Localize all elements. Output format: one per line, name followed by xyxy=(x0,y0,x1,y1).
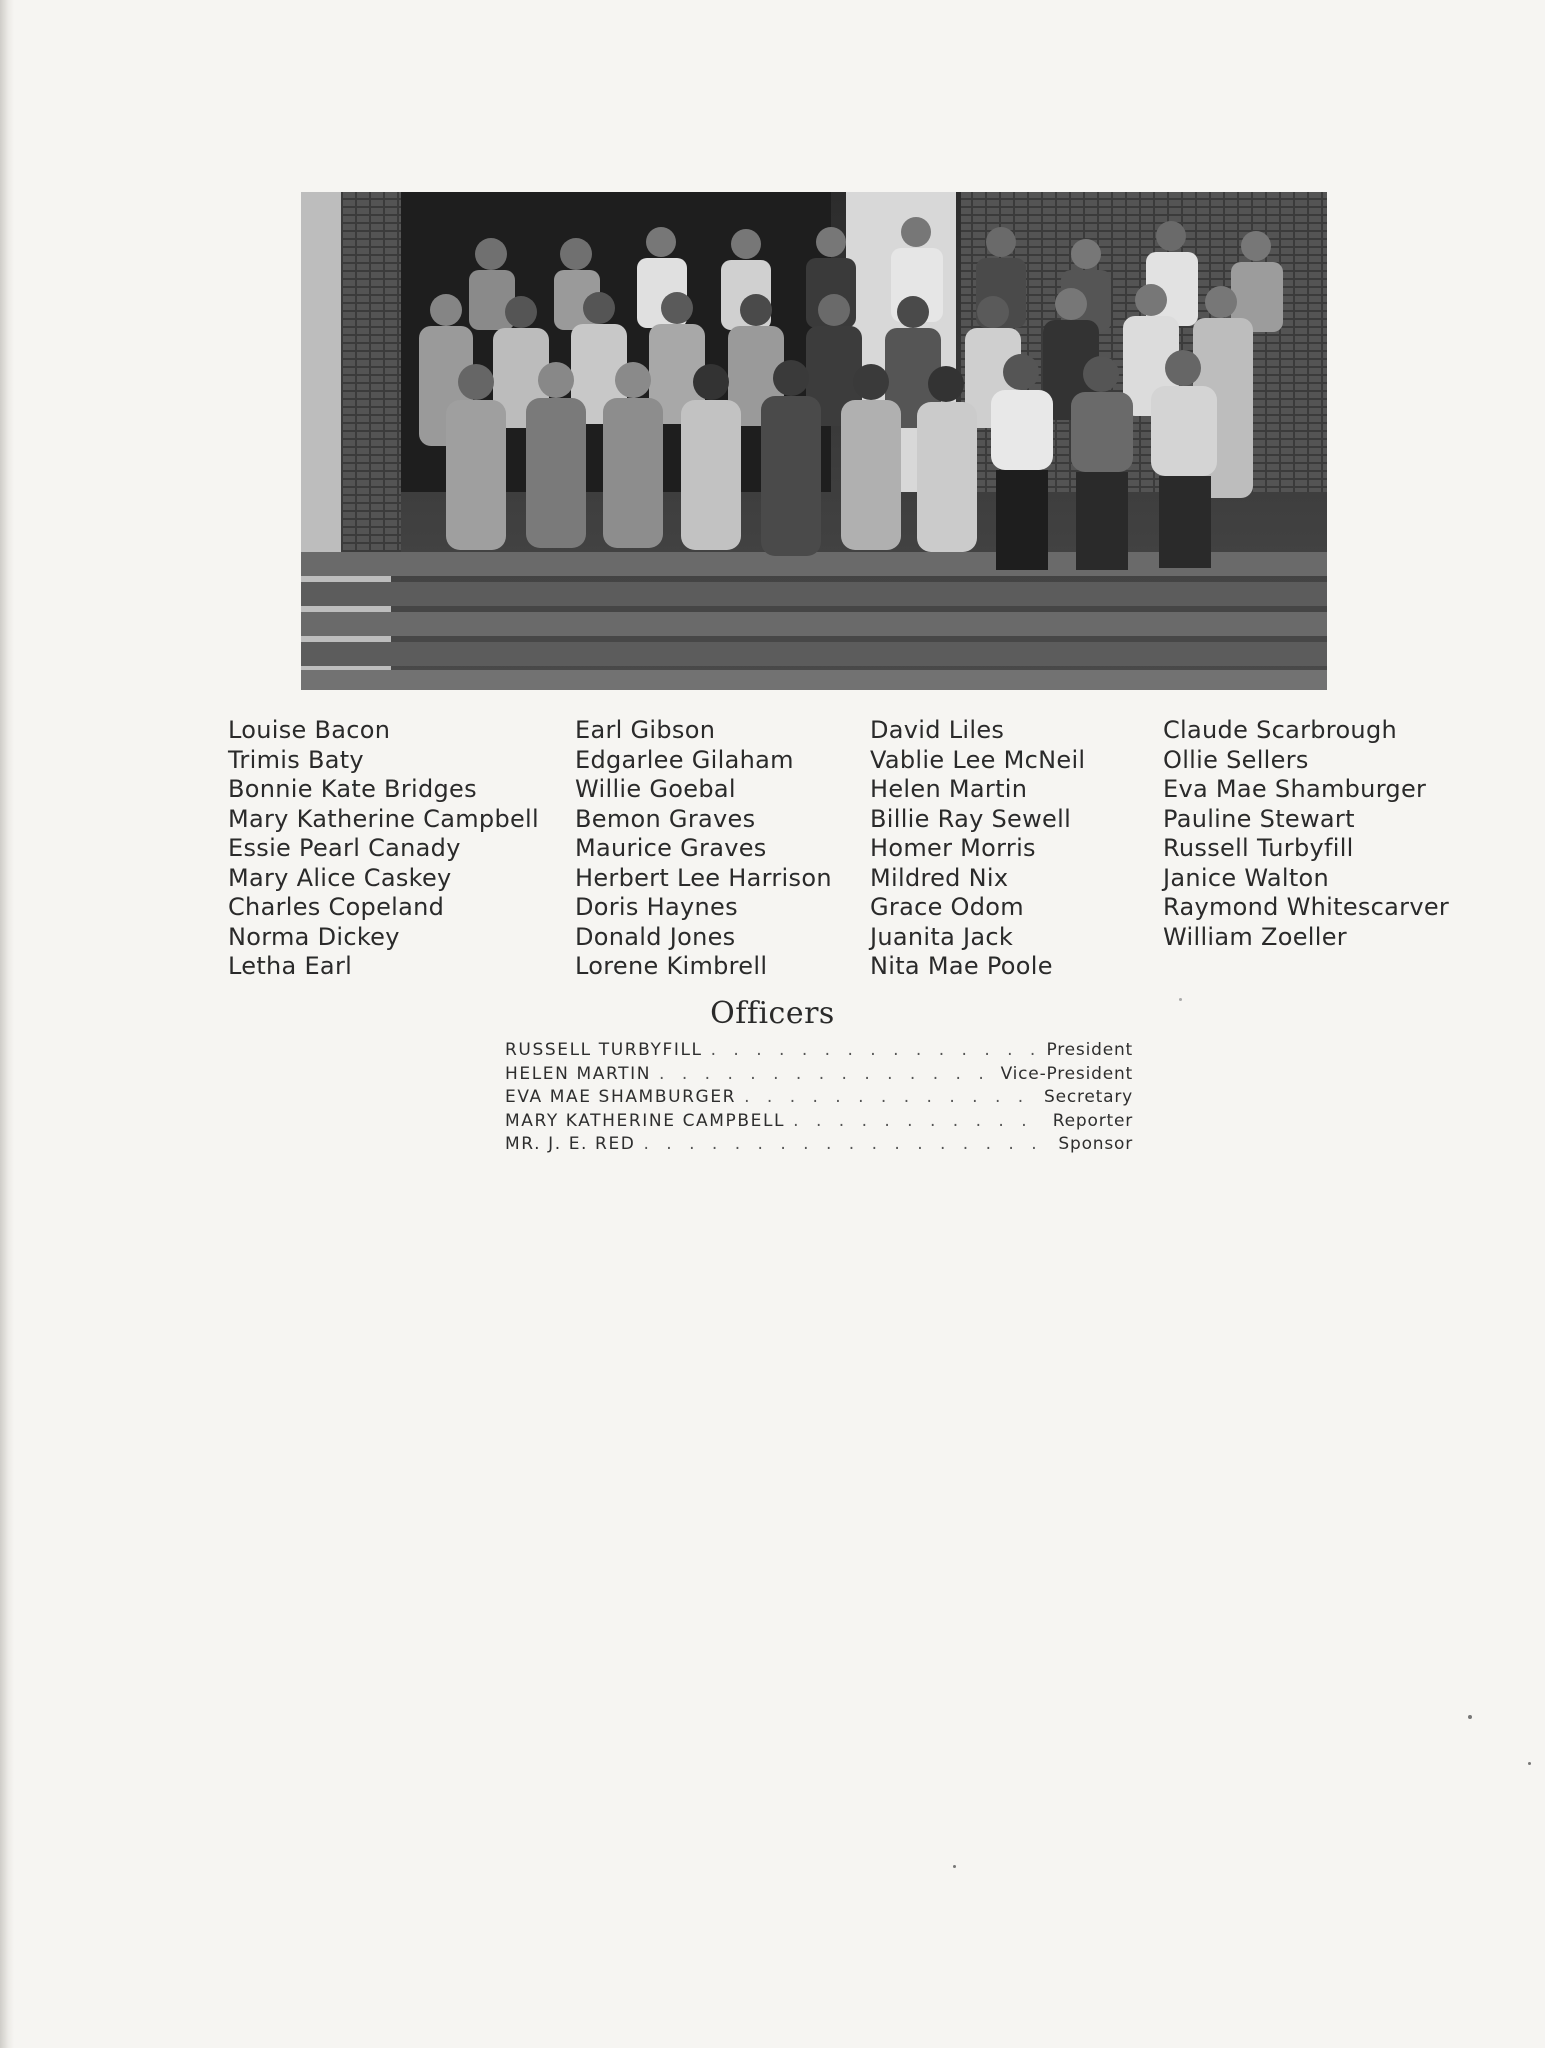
leader-dots xyxy=(644,1134,1051,1154)
leader-dots xyxy=(711,1040,1039,1060)
student-name: Nita Mae Poole xyxy=(870,952,1053,980)
student-name: Eva Mae Shamburger xyxy=(1163,775,1427,803)
student-name: Earl Gibson xyxy=(575,716,716,744)
student-name: Edgarlee Gilaham xyxy=(575,745,794,774)
officer-row xyxy=(505,1087,1133,1111)
leader-dots xyxy=(793,1111,1045,1131)
officers-heading-text: Officers xyxy=(710,996,835,1031)
student-name: Janice Walton xyxy=(1163,863,1330,892)
student-name: Willie Goebal xyxy=(575,775,736,803)
name-column-3 xyxy=(870,716,1085,982)
officer-role: President xyxy=(1046,1040,1133,1060)
student-name: David Liles xyxy=(870,716,1005,744)
student-name: Bonnie Kate Bridges xyxy=(228,775,477,803)
student-name: William Zoeller xyxy=(1163,922,1347,951)
student-name: Russell Turbyfill xyxy=(1163,834,1354,862)
leader-dots xyxy=(659,1064,993,1084)
student-name: Mildred Nix xyxy=(870,863,1009,892)
student-name-list xyxy=(228,716,1478,986)
student-name: Norma Dickey xyxy=(228,922,400,951)
student-name: Claude Scarbrough xyxy=(1163,716,1397,744)
officer-row xyxy=(505,1134,1133,1158)
name-column-1 xyxy=(228,716,539,982)
name-column-4 xyxy=(1163,716,1449,952)
student-name: Essie Pearl Canady xyxy=(228,834,461,862)
student-name: Lorene Kimbrell xyxy=(575,952,768,980)
student-name: Mary Katherine Campbell xyxy=(228,804,539,833)
student-name: Charles Copeland xyxy=(228,893,445,921)
student-name: Louise Bacon xyxy=(228,716,391,744)
student-name: Pauline Stewart xyxy=(1163,804,1355,833)
student-name: Ollie Sellers xyxy=(1163,745,1309,774)
paper-speck xyxy=(1468,1715,1472,1719)
student-name: Maurice Graves xyxy=(575,834,767,862)
student-name: Juanita Jack xyxy=(870,922,1014,951)
officer-role: Secretary xyxy=(1043,1087,1133,1107)
student-name: Donald Jones xyxy=(575,922,736,951)
paper-speck xyxy=(1179,998,1182,1001)
student-name: Letha Earl xyxy=(228,952,353,980)
student-name: Homer Morris xyxy=(870,834,1036,862)
student-name: Bemon Graves xyxy=(575,804,756,833)
officer-name: RUSSELL TURBYFILL xyxy=(505,1040,703,1060)
student-name: Billie Ray Sewell xyxy=(870,804,1072,833)
student-name: Mary Alice Caskey xyxy=(228,863,452,892)
officer-row xyxy=(505,1111,1133,1135)
class-group-photo xyxy=(301,192,1327,690)
student-name: Grace Odom xyxy=(870,893,1024,921)
officers-heading xyxy=(0,996,1545,1031)
paper-speck xyxy=(953,1865,956,1868)
student-name: Vablie Lee McNeil xyxy=(870,745,1086,774)
student-name: Trimis Baty xyxy=(228,745,364,774)
officer-row xyxy=(505,1064,1133,1088)
student-name: Herbert Lee Harrison xyxy=(575,863,832,892)
officer-name: EVA MAE SHAMBURGER xyxy=(505,1087,737,1107)
officers-list xyxy=(505,1040,1133,1158)
officer-row xyxy=(505,1040,1133,1064)
paper-speck xyxy=(1528,1762,1531,1765)
officer-role: Vice-President xyxy=(1000,1063,1133,1084)
officer-role: Reporter xyxy=(1052,1110,1133,1131)
student-name: Doris Haynes xyxy=(575,893,738,921)
student-name: Raymond Whitescarver xyxy=(1163,893,1450,921)
name-column-2 xyxy=(575,716,832,982)
officer-name: MARY KATHERINE CAMPBELL xyxy=(505,1110,786,1131)
officer-name: HELEN MARTIN xyxy=(505,1063,652,1084)
leader-dots xyxy=(744,1087,1036,1107)
officer-role: Sponsor xyxy=(1058,1134,1133,1154)
officer-name: MR. J. E. RED xyxy=(505,1134,636,1154)
student-name: Helen Martin xyxy=(870,775,1028,803)
